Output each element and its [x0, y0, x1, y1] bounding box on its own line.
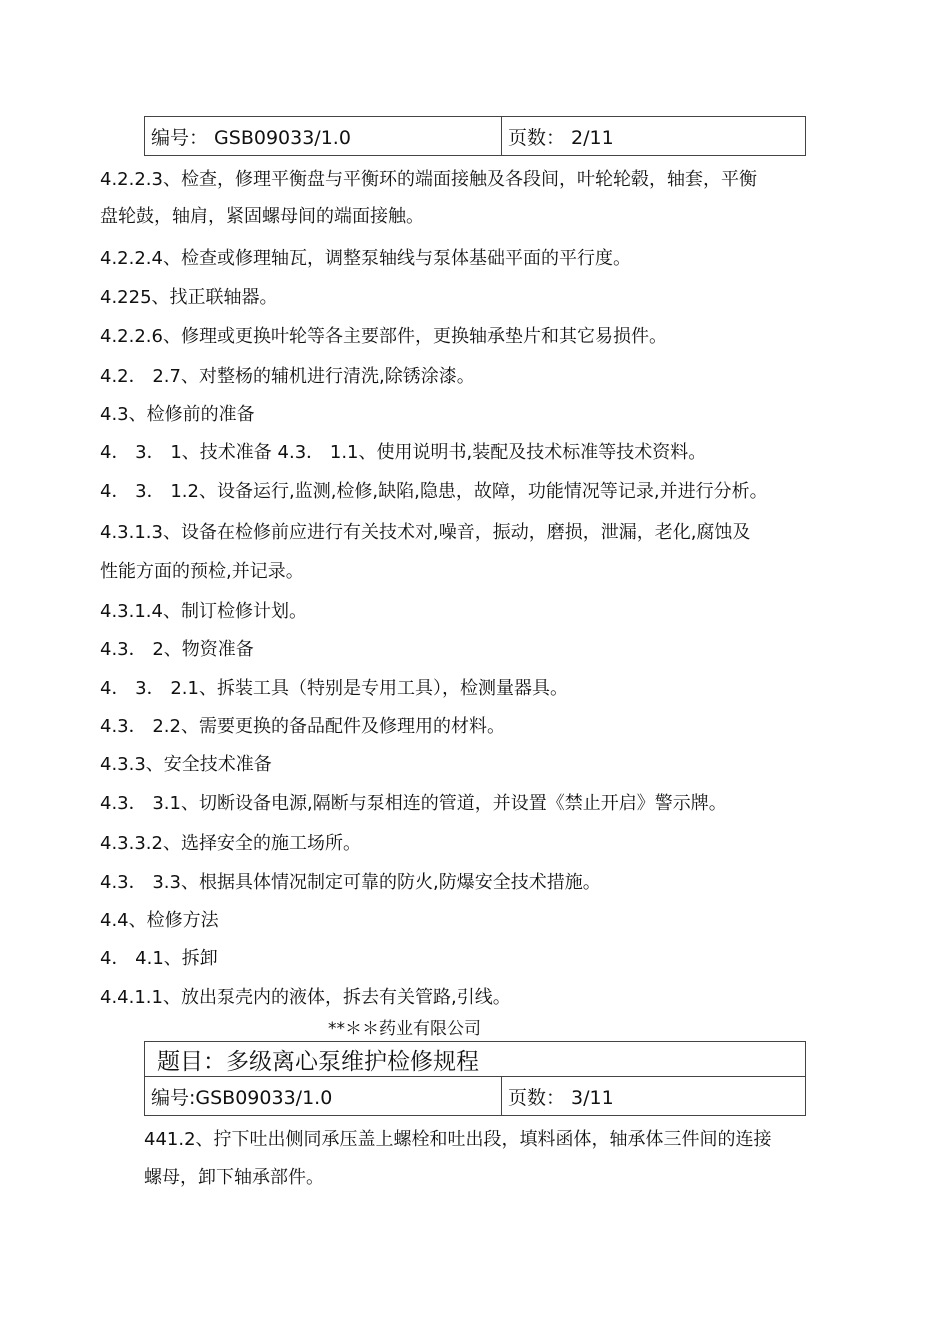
body-line: 4.2.2.4、检查或修理轴瓦，调整泵轴线与泵体基础平面的平行度。 — [100, 248, 631, 269]
body-line: 4.3.3.2、选择安全的施工场所。 — [100, 833, 361, 854]
body-line: 4． 3． 1.2、设备运行,监测,检修,缺陷,隐患，故障，功能情况等记录,并进行分析。 — [100, 481, 768, 502]
section-heading: 4.3、检修前的准备 — [100, 404, 255, 425]
body-line: 4.3． 3.1、切断设备电源,隔断与泵相连的管道，并设置《禁止开启》警示牌。 — [100, 793, 727, 814]
section-heading: 4.4、检修方法 — [100, 910, 219, 931]
page2-header-table — [144, 1041, 806, 1116]
body-line: 4.2． 2.7、对整杨的辅机进行清洗,除锈涂漆。 — [100, 366, 475, 387]
doc-code: 编号:GSB09033/1.0 — [145, 1077, 502, 1116]
body-line: 性能方面的预检,并记录。 — [100, 561, 304, 582]
doc-code: 编号： GSB09033/1.0 — [145, 117, 502, 156]
body-line: 4.3.1.3、设备在检修前应进行有关技术对,噪音，振动，磨损，泄漏，老化,腐蚀及 — [100, 522, 751, 543]
section-heading: 4． 4.1、拆卸 — [100, 948, 218, 969]
body-line: 4． 3． 2.1、拆装工具（特别是专用工具），检测量器具。 — [100, 678, 568, 699]
body-line: 4.3.1.4、制订检修计划。 — [100, 601, 307, 622]
body-line: 螺母，卸下轴承部件。 — [144, 1167, 324, 1188]
body-line: 4.225、找正联轴器。 — [100, 287, 278, 308]
section-heading: 4.3.3、安全技术准备 — [100, 754, 272, 775]
page-count: 页数： 2/11 — [502, 117, 806, 156]
body-line: 4.3． 2.2、需要更换的备品配件及修理用的材料。 — [100, 716, 505, 737]
body-line: 4.2.2.6、修理或更换叶轮等各主要部件，更换轴承垫片和其它易损件。 — [100, 326, 667, 347]
body-line: 441.2、拧下吐出侧同承压盖上螺栓和吐出段，填料函体，轴承体三件间的连接 — [144, 1129, 772, 1150]
doc-title: 题目：多级离心泵维护检修规程 — [145, 1042, 806, 1077]
body-line: 盘轮鼓，轴肩，紧固螺母间的端面接触。 — [100, 206, 424, 227]
section-heading: 4.3． 2、物资准备 — [100, 639, 254, 660]
body-line: 4． 3． 1、技术准备 4.3． 1.1、使用说明书,装配及技术标准等技术资料。 — [100, 442, 707, 463]
page-count: 页数： 3/11 — [502, 1077, 806, 1116]
company-name: **＊＊药业有限公司 — [328, 1019, 481, 1039]
page1-header-table — [144, 116, 806, 156]
body-line: 4.3． 3.3、根据具体情况制定可靠的防火,防爆安全技术措施。 — [100, 872, 601, 893]
body-line: 4.2.2.3、检查，修理平衡盘与平衡环的端面接触及各段间，叶轮轮毂，轴套，平衡 — [100, 169, 757, 190]
body-line: 4.4.1.1、放出泵壳内的液体，拆去有关管路,引线。 — [100, 987, 511, 1008]
